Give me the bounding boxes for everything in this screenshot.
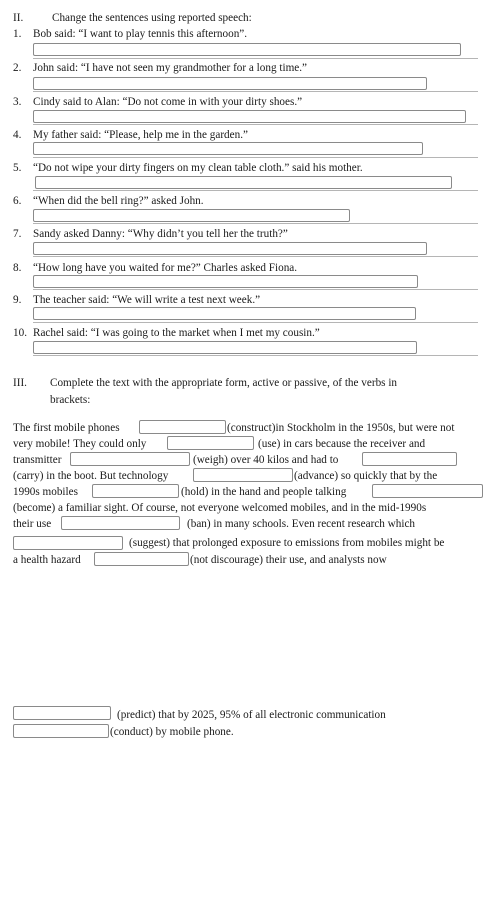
- passage-text: (suggest) that prolonged exposure to emissions from mobiles might be: [129, 537, 445, 549]
- answer-field-6[interactable]: [33, 209, 350, 222]
- passage-text: (ban) in many schools. Even recent research which: [187, 518, 416, 530]
- item-number: 5.: [13, 162, 22, 174]
- item-sentence: John said: “I have not seen my grandmother for a long time.”: [33, 62, 308, 74]
- passage-text: (become) a familiar sight. Of course, not everyone welcomed mobiles, and in the mid-1990s: [13, 502, 427, 514]
- passage-text: a health hazard: [13, 554, 81, 566]
- answer-line: [33, 289, 478, 290]
- blank-ban[interactable]: [61, 516, 180, 530]
- passage-text: 1990s mobiles: [13, 486, 78, 498]
- answer-field-2[interactable]: [33, 77, 427, 90]
- answer-line: [33, 322, 478, 323]
- blank-predict[interactable]: [13, 706, 111, 720]
- item-sentence: Cindy said to Alan: “Do not come in with your dirty shoes.”: [33, 96, 303, 108]
- passage-text: (carry) in the boot. But technology: [13, 470, 169, 482]
- answer-field-1[interactable]: [33, 43, 461, 56]
- blank-advance[interactable]: [193, 468, 293, 482]
- section-2-numeral: II.: [13, 12, 24, 24]
- answer-line: [33, 256, 478, 257]
- item-number: 1.: [13, 28, 22, 40]
- passage-text: their use: [13, 518, 52, 530]
- blank-carry[interactable]: [362, 452, 457, 466]
- item-number: 2.: [13, 62, 22, 74]
- blank-hold[interactable]: [92, 484, 179, 498]
- item-sentence: “Do not wipe your dirty fingers on my clean table cloth.” said his mother.: [33, 162, 363, 174]
- answer-line: [33, 124, 478, 125]
- blank-conduct[interactable]: [13, 724, 109, 738]
- blank-construct[interactable]: [139, 420, 226, 434]
- answer-field-4[interactable]: [33, 142, 423, 155]
- passage-text: (hold) in the hand and people talking: [181, 486, 347, 498]
- item-sentence: “How long have you waited for me?” Charles asked Fiona.: [33, 262, 298, 274]
- answer-line: [33, 355, 478, 356]
- answer-field-3[interactable]: [33, 110, 466, 123]
- item-sentence: My father said: “Please, help me in the garden.”: [33, 129, 248, 141]
- passage-text: The first mobile phones: [13, 422, 120, 434]
- item-sentence: Bob said: “I want to play tennis this afternoon”.: [33, 28, 248, 40]
- answer-line: [33, 58, 478, 59]
- item-number: 7.: [13, 228, 22, 240]
- passage-text: (use) in cars because the receiver and: [258, 438, 426, 450]
- blank-weigh[interactable]: [70, 452, 190, 466]
- section-3-heading-cont: brackets:: [50, 394, 91, 406]
- item-sentence: The teacher said: “We will write a test next week.”: [33, 294, 261, 306]
- item-sentence: Rachel said: “I was going to the market when I met my cousin.”: [33, 327, 320, 339]
- section-3-numeral: III.: [13, 377, 27, 389]
- item-sentence: Sandy asked Danny: “Why didn’t you tell her the truth?”: [33, 228, 288, 240]
- answer-field-9[interactable]: [33, 307, 416, 320]
- passage-text: (predict) that by 2025, 95% of all electronic communication: [117, 709, 386, 721]
- answer-line: [33, 223, 478, 224]
- section-3-heading: Complete the text with the appropriate form, active or passive, of the verbs in: [50, 377, 398, 389]
- answer-field-7[interactable]: [33, 242, 427, 255]
- section-2-heading: Change the sentences using reported speech:: [52, 12, 252, 24]
- item-number: 10.: [13, 327, 27, 339]
- passage-text: (not discourage) their use, and analysts now: [190, 554, 387, 566]
- blank-suggest[interactable]: [13, 536, 123, 550]
- passage-text: very mobile! They could only: [13, 438, 147, 450]
- answer-line: [33, 157, 478, 158]
- answer-field-10[interactable]: [33, 341, 417, 354]
- item-number: 4.: [13, 129, 22, 141]
- blank-not-discourage[interactable]: [94, 552, 189, 566]
- passage-text: transmitter: [13, 454, 62, 466]
- answer-line: [33, 190, 478, 191]
- item-number: 8.: [13, 262, 22, 274]
- answer-field-5[interactable]: [35, 176, 452, 189]
- answer-field-8[interactable]: [33, 275, 418, 288]
- item-sentence: “When did the bell ring?” asked John.: [33, 195, 204, 207]
- passage-text: (weigh) over 40 kilos and had to: [193, 454, 339, 466]
- item-number: 6.: [13, 195, 22, 207]
- answer-line: [33, 91, 478, 92]
- passage-text: (construct)in Stockholm in the 1950s, but were not: [227, 422, 455, 434]
- item-number: 3.: [13, 96, 22, 108]
- blank-become[interactable]: [372, 484, 483, 498]
- passage-text: (advance) so quickly that by the: [294, 470, 438, 482]
- blank-use[interactable]: [167, 436, 254, 450]
- item-number: 9.: [13, 294, 22, 306]
- passage-text: (conduct) by mobile phone.: [110, 726, 234, 738]
